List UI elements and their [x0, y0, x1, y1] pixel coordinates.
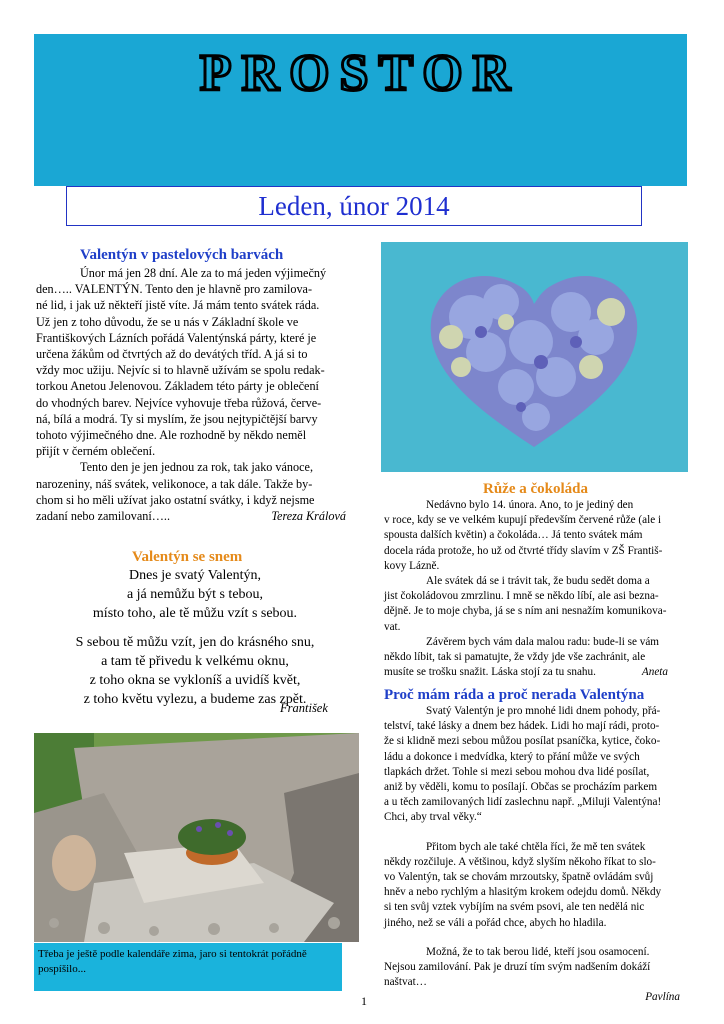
text-line: Tento den je jen jednou za rok, tak jako vánoce,: [80, 460, 313, 475]
poem-line: z toho okna se vykloníš a uvidíš květ,: [89, 673, 301, 688]
text-line: Ale svátek dá se i trávit tak, že budu sedět doma a: [426, 575, 650, 588]
article-heading: Růže a čokoláda: [483, 481, 588, 497]
text-line: někdy rozčiluje. A většinou, když slyším někoho říkat to slo-: [384, 855, 656, 868]
text-line: a u těch zamilovaných lidí zaslechnu např. „Miluji Valentýna!: [384, 796, 662, 809]
article-body: [384, 498, 688, 680]
photo-caption: [34, 943, 342, 991]
poem-line: místo toho, ale tě můžu vzít s sebou.: [92, 606, 298, 621]
text-line: den….. VALENTÝN. Tento den je hlavně pro zamilova-: [36, 282, 313, 297]
poem-author: František: [280, 701, 328, 715]
text-line: jist čokoládovou zmrzlinu. I mně se někdo líbí, ale asi bezna-: [384, 590, 659, 603]
text-line: narozeniny, náš svátek, velikonoce, a tak dále. Takže by-: [36, 476, 313, 491]
text-line: Svatý Valentýn je pro mnohé lidi dnem pohody, přá-: [426, 705, 661, 717]
text-line: Možná, že to tak berou lidé, kteří jsou osamocení.: [426, 945, 650, 958]
caption-line: pospíšilo...: [38, 963, 86, 975]
text-line: si ten svůj vztek vybíjím na svém psovi, ale ten nedělá nic: [384, 901, 645, 914]
text-line: Nedávno bylo 14. února. Ano, to je jediný den: [426, 499, 634, 511]
text-line: vo Valentýn, tak se chovám mrzoutsky, špatně ovládám svůj: [384, 871, 654, 884]
article-heading: Proč mám ráda a proč nerada Valentýna: [384, 687, 645, 703]
text-line: tlapkách držet. Tohle si mezi sebou mohou dva lidé posílat,: [384, 765, 650, 778]
text-line: Únor má jen 28 dní. Ale za to má jeden výjimečný: [80, 266, 327, 280]
text-line: že si klidně mezi sebou můžou posílat psaníčka, kytice, čoko-: [384, 735, 661, 748]
text-line: tohoto výjimečného dne. Ale rozhodně by někdo neměl: [36, 428, 307, 443]
article-body: [384, 704, 688, 1006]
text-line-end: musíte se trošku snažit. Láska stojí za tu snahu.: [384, 666, 596, 679]
text-line: kovy Lázně.: [384, 559, 440, 572]
poem-body: [36, 566, 354, 709]
text-line: Přitom bych ale také chtěla říci, že mě ten svátek: [426, 840, 646, 853]
poem-line: Dnes je svatý Valentýn,: [129, 568, 261, 583]
issue-title: Leden, únor 2014: [258, 191, 450, 221]
poem-heading: Valentýn se snem: [132, 549, 243, 565]
text-line: docela ráda protože, ho už od čtvrté třídy slavím v ZŠ Františ-: [384, 544, 663, 557]
page-number: 1: [361, 994, 367, 1008]
caption-line: Třeba je ještě podle kalendáře zima, jaro si tentokrát pořádně: [38, 948, 307, 960]
text-line: dějně. Je to moje chyba, já se s ním ani nesnažím komunikova-: [384, 605, 667, 618]
poem-line: a já nemůžu být s tebou,: [126, 587, 264, 602]
hydrangea-heart-photo: [381, 242, 688, 472]
text-line: [384, 665, 688, 680]
text-line: hněv a nebo rychlým a hlasitým krokem odejdu domů. Někdy: [384, 886, 662, 899]
text-line: Nejsou zamilování. Pak je druzí tím svým nadšením dokáží: [384, 961, 651, 974]
author-signature: Tereza Králová: [271, 509, 346, 524]
text-line: jiného, než se váli a pořád chce, abych ho hladila.: [384, 916, 607, 929]
poem-line: S sebou tě můžu vzít, jen do krásného snu,: [75, 635, 315, 650]
text-line: ná, bílá a modrá. Ty si myslím, že jsou nejtypičtější barvy: [36, 411, 318, 426]
text-line: vždy moc užiju. Nejvíc si to hlavně užívám se spolu redak-: [36, 363, 325, 378]
masthead-title: PROSTOR: [199, 45, 521, 102]
text-line: Už jen z toho důvodu, že se u nás v Základní škole ve: [36, 314, 299, 329]
text-line: přijít v černém oblečení.: [36, 444, 156, 459]
garden-photo: [34, 733, 359, 942]
text-line: Františkových Lázních pořádá Valentýnská párty, které je: [36, 330, 317, 345]
text-line: telství, také lásky a dnem bez hádek. Lidi ho mají rádi, proto-: [384, 720, 660, 733]
text-line: Chci, aby trval věky.“: [384, 811, 482, 824]
text-line: naštvat…: [384, 976, 427, 989]
author-signature: Pavlína: [645, 991, 680, 1004]
text-line: spousta dalších květin) a čokoláda… Já tento svátek mám: [384, 529, 643, 542]
text-line: někdo líbit, tak si pamatujte, že vždy jde vše zachránit, ale: [384, 651, 646, 664]
text-line: Závěrem bych vám dala malou radu: bude-li se vám: [426, 635, 659, 648]
article-body: [36, 265, 354, 524]
author-signature: Aneta: [641, 666, 668, 679]
masthead-logo: [34, 42, 687, 102]
text-line: do vhodných barev. Nejvíce vyhovuje třeba růžová, červe-: [36, 395, 322, 410]
text-line-end: zadaní nebo zamilovaní…..: [36, 509, 171, 524]
poem-line: z toho květu vylezu, a budeme zas zpět.: [83, 692, 307, 707]
text-line: aniž by věděli, komu to posílají. Občas se procházím parkem: [384, 781, 658, 794]
text-line: v roce, kdy se ve velkém kupují především červené růže (ale i: [384, 514, 662, 527]
text-line: [36, 508, 354, 524]
text-line: chom si ho měli užívat jako ostatní svátky, i když nejsme: [36, 492, 315, 507]
poem-line: a tam tě přivedu k velkému oknu,: [101, 654, 289, 669]
text-line: torkou Anetou Jelenovou. Základem této párty je oblečení: [36, 379, 319, 394]
article-heading: Valentýn v pastelových barvách: [80, 247, 284, 263]
text-line: vat.: [384, 620, 401, 633]
text-line: určena žákům od čtvrtých až do devátých tříd. A já si to: [36, 347, 308, 362]
issue-title-box: [66, 186, 642, 226]
text-line: ládu a dokonce i medvídka, který to přání může ve svých: [384, 750, 640, 763]
text-line: né lid, i jak už někteří jistě víte. Já mám tento svátek ráda.: [36, 298, 320, 313]
